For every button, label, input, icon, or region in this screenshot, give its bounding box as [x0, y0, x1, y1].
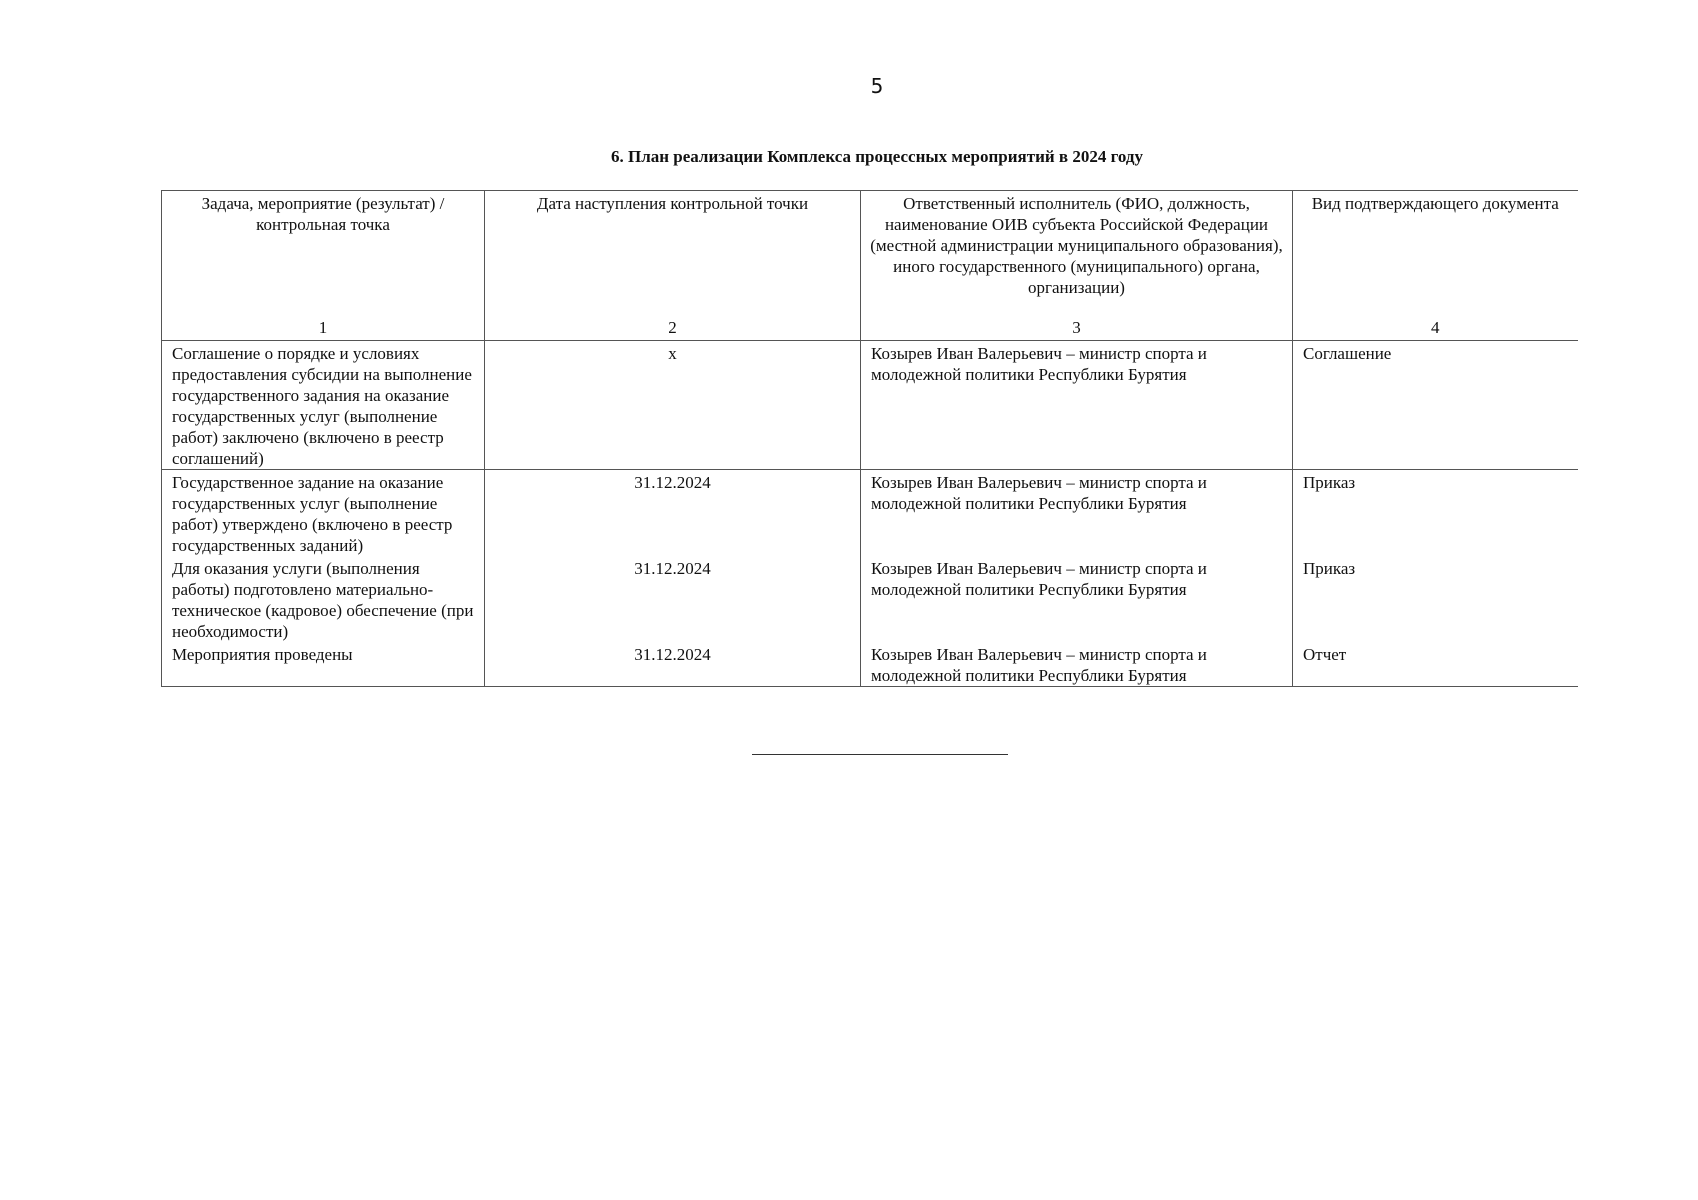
header-date: [485, 191, 861, 341]
header-date-label: Дата наступления контрольной точки: [536, 194, 809, 213]
cell-responsible: Козырев Иван Валерьевич – министр спорта и молодежной политики Республики Бурятия: [861, 341, 1293, 470]
table-row: [162, 642, 1578, 687]
cell-date: 31.12.2024: [485, 556, 861, 642]
cell-date: x: [485, 341, 861, 470]
cell-document: Соглашение: [1293, 341, 1578, 470]
cell-responsible: Козырев Иван Валерьевич – министр спорта и молодежной политики Республики Бурятия: [861, 642, 1293, 687]
cell-document: Отчет: [1293, 642, 1578, 687]
cell-task: Мероприятия проведены: [162, 642, 485, 687]
header-task-label: Задача, мероприятие (результат) / контрольная точка: [201, 194, 445, 234]
cell-task: Для оказания услуги (выполнения работы) подготовлено материально-техническое (кадровое) обеспечение (при необходимости): [162, 556, 485, 642]
header-task-number: 1: [318, 318, 328, 337]
table-row: [162, 341, 1578, 470]
footer-divider: [752, 754, 1008, 755]
cell-date: 31.12.2024: [485, 642, 861, 687]
header-document-label: Вид подтверждающего документа: [1311, 194, 1559, 213]
cell-task: Соглашение о порядке и условиях предоставления субсидии на выполнение государственного задания на оказание государственных услуг (выполнение работ) заключено (включено в реестр соглашений): [162, 341, 485, 470]
header-responsible: [861, 191, 1293, 341]
cell-date: 31.12.2024: [485, 470, 861, 557]
cell-responsible: Козырев Иван Валерьевич – министр спорта и молодежной политики Республики Бурятия: [861, 556, 1293, 642]
cell-task: Государственное задание на оказание государственных услуг (выполнение работ) утверждено (включено в реестр государственных заданий): [162, 470, 485, 557]
page-number: 5: [870, 74, 884, 98]
table-row: [162, 556, 1578, 642]
table-header-row: [162, 191, 1578, 341]
cell-responsible: Козырев Иван Валерьевич – министр спорта и молодежной политики Республики Бурятия: [861, 470, 1293, 557]
cell-document: Приказ: [1293, 556, 1578, 642]
plan-table: [161, 190, 1578, 687]
header-document: [1293, 191, 1578, 341]
header-document-number: 4: [1431, 318, 1440, 337]
header-date-number: 2: [668, 318, 677, 337]
section-title: 6. План реализации Комплекса процессных мероприятий в 2024 году: [610, 147, 1144, 166]
table-row: [162, 470, 1578, 557]
header-responsible-number: 3: [1072, 318, 1081, 337]
cell-document: Приказ: [1293, 470, 1578, 557]
header-responsible-label: Ответственный исполнитель (ФИО, должность, наименование ОИВ субъекта Российской Федерации (местной администрации муниципального образования), иного государственного (муниципального) органа, организации): [870, 194, 1283, 297]
header-task: [162, 191, 485, 341]
